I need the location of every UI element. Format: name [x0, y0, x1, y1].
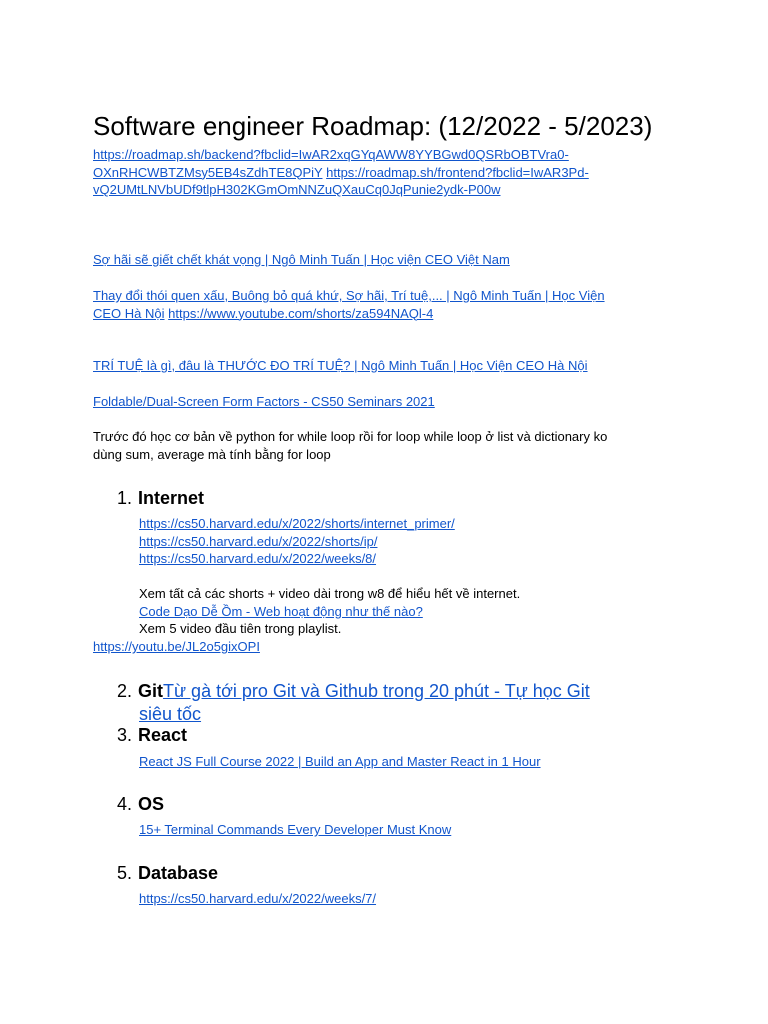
page-title: Software engineer Roadmap: (12/2022 - 5/2023) — [93, 111, 653, 141]
section-os-heading — [117, 793, 164, 815]
roadmap-frontend-link-line1[interactable]: https://roadmap.sh/frontend?fbclid=IwAR3Pd- — [326, 164, 589, 180]
section-number: 4. — [117, 794, 133, 814]
section-react-heading — [117, 724, 187, 746]
youtube-short-link[interactable]: https://www.youtube.com/shorts/za594NAQl-4 — [168, 305, 434, 321]
study-note — [93, 428, 673, 463]
roadmap-backend-link-line2[interactable]: OXnRHCWBTZMsy5EB4sZdhTE8QPiY — [93, 164, 323, 180]
database-links — [139, 890, 376, 908]
video-fear-link[interactable]: Sợ hãi sẽ giết chết khát vọng | Ngô Minh Tuấn | Học viện CEO Việt Nam — [93, 252, 510, 267]
git-tutorial-link-line1[interactable]: Từ gà tới pro Git và Github trong 20 phút - Tự học Git — [163, 681, 590, 701]
video-foldable-link[interactable]: Foldable/Dual-Screen Form Factors - CS50 Seminars 2021 — [93, 394, 435, 409]
roadmap-frontend-link-line2[interactable]: vQ2UMtLNVbUDf9tlpH302KGmOmNNZuQXauCq0JqPunie2ydk-P00w — [93, 182, 501, 197]
video-wisdom-block — [93, 357, 673, 375]
internet-links — [139, 515, 455, 568]
internet-week8-link[interactable]: https://cs50.harvard.edu/x/2022/weeks/8/ — [139, 551, 377, 566]
section-number: 1. — [117, 488, 133, 508]
terminal-commands-link[interactable]: 15+ Terminal Commands Every Developer Must Know — [139, 822, 452, 837]
internet-note-2: Xem 5 video đầu tiên trong playlist. — [139, 621, 342, 636]
section-label: OS — [138, 794, 165, 814]
react-course-link[interactable]: React JS Full Course 2022 | Build an App and Master React in 1 Hour — [139, 754, 541, 769]
section-number: 5. — [117, 863, 133, 883]
internet-primer-link[interactable]: https://cs50.harvard.edu/x/2022/shorts/internet_primer/ — [139, 516, 455, 531]
section-number: 3. — [117, 725, 133, 745]
video-change-block — [93, 287, 673, 322]
section-git-heading-continued — [139, 703, 201, 725]
internet-note-1: Xem tất cả các shorts + video dài trong w8 để hiểu hết về internet. — [139, 586, 521, 601]
internet-ip-link[interactable]: https://cs50.harvard.edu/x/2022/shorts/ip/ — [139, 533, 378, 549]
internet-notes — [139, 585, 520, 638]
section-internet-heading — [117, 487, 204, 509]
study-note-line2: dùng sum, average mà tính bằng for loop — [93, 446, 331, 462]
git-tutorial-link-line2[interactable]: siêu tốc — [139, 704, 202, 724]
playlist-block — [93, 638, 673, 656]
os-links — [139, 821, 451, 839]
react-links — [139, 753, 541, 771]
database-week7-link[interactable]: https://cs50.harvard.edu/x/2022/weeks/7/ — [139, 891, 377, 906]
study-note-line1: Trước đó học cơ bản về python for while loop rồi for loop while loop ở list và dictionary ko — [93, 429, 608, 444]
playlist-link[interactable]: https://youtu.be/JL2o5gixOPI — [93, 639, 260, 654]
section-git-heading — [117, 680, 590, 702]
video-fear-block — [93, 251, 673, 269]
video-foldable-block — [93, 393, 673, 411]
section-label: Internet — [138, 488, 205, 508]
section-number: 2. — [117, 681, 133, 701]
video-change-link-line1[interactable]: Thay đổi thói quen xấu, Buông bỏ quá khứ, Sợ hãi, Trí tuệ,... | Ngô Minh Tuấn | Học Viện — [93, 288, 605, 303]
code-dao-video-link[interactable]: Code Dạo Dễ Ồm - Web hoạt động như thế nào? — [139, 603, 423, 619]
section-label: Git — [138, 681, 164, 701]
video-wisdom-link[interactable]: TRÍ TUỆ là gì, đâu là THƯỚC ĐO TRÍ TUỆ? | Ngô Minh Tuấn | Học Viện CEO Hà Nội — [93, 358, 588, 373]
roadmap-backend-link-line1[interactable]: https://roadmap.sh/backend?fbclid=IwAR2xqGYqAWW8YYBGwd0QSRbOBTVra0- — [93, 147, 569, 162]
video-change-link-line2[interactable]: CEO Hà Nội — [93, 305, 165, 321]
section-label: React — [138, 725, 188, 745]
section-database-heading — [117, 862, 218, 884]
section-label: Database — [138, 863, 219, 883]
roadmap-links — [93, 146, 673, 199]
